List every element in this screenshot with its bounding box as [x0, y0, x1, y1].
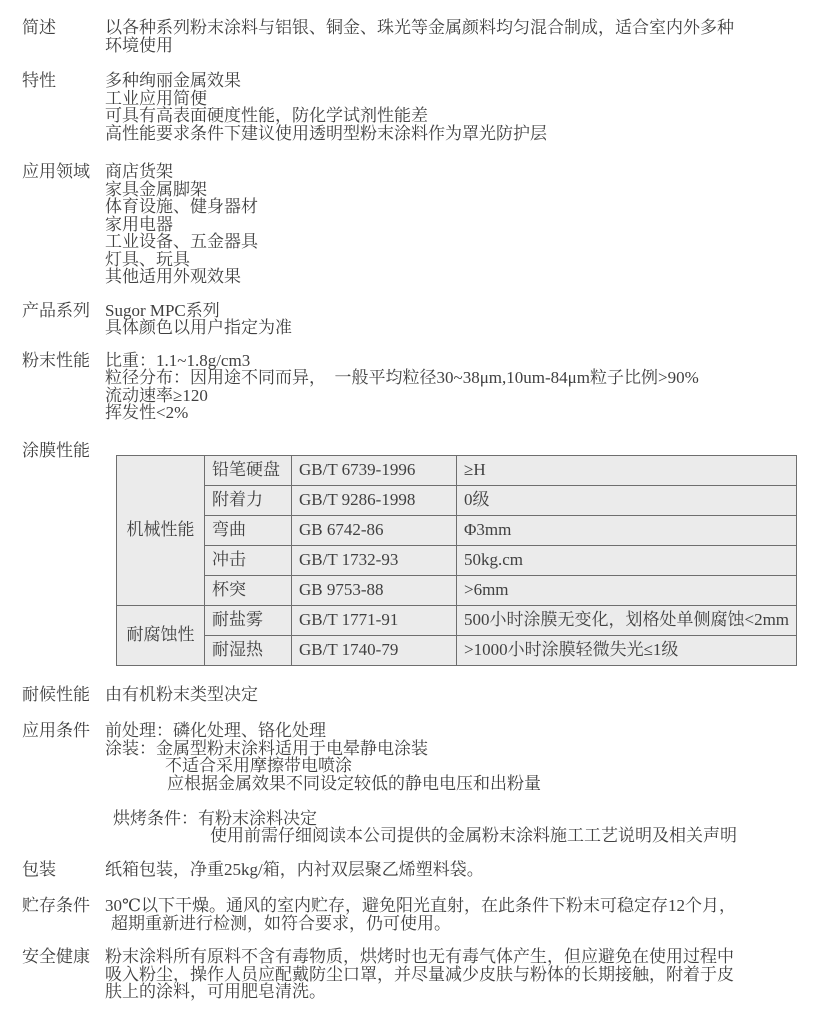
text-line: 以各种系列粉末涂料与铝银、铜金、珠光等金属颜料均匀混合制成，适合室内外多种 [105, 18, 734, 37]
section-label: 涂膜性能 [22, 440, 90, 460]
section-content [105, 302, 830, 337]
table-row [117, 635, 797, 665]
table-cell-value: >1000小时涂膜轻微失光≤1级 [457, 635, 797, 665]
table-cell-item: 弯曲 [205, 515, 292, 545]
section-label: 应用条件 [22, 721, 90, 740]
section-product-series [0, 302, 830, 337]
text-line: 其他适用外观效果 [105, 267, 241, 286]
table-cell-value: ≥H [457, 455, 797, 485]
table-row [117, 605, 797, 635]
section-content [105, 948, 830, 1001]
table-cell-value: 500小时涂膜无变化，划格处单侧腐蚀<2mm [457, 605, 797, 635]
table-cell-item: 冲击 [205, 545, 292, 575]
text-line: 应根据金属效果不同设定较低的静电电压和出粉量 [167, 773, 541, 793]
text-line: 粒径分布：因用途不同而异， 一般平均粒径30~38μm,10um-84μm粒子比例>90% [105, 368, 699, 387]
text-line: 流动速率≥120 [105, 385, 208, 405]
section-content [105, 861, 830, 879]
text-line: 肤上的涂料，可用肥皂清洗。 [105, 982, 326, 1001]
section-label: 特性 [22, 71, 56, 90]
text-line: 涂装：金属型粉末涂料适用于电晕静电涂装 [105, 738, 428, 758]
table-cell-item: 附着力 [205, 485, 292, 515]
text-line: 具体颜色以用户指定为准 [105, 318, 292, 337]
table-row [117, 485, 797, 515]
table-cell-standard: GB/T 1732-93 [292, 545, 457, 575]
table-group-cell: 机械性能 [117, 455, 205, 605]
section-safety-health [0, 948, 830, 1001]
text-line: 使用前需仔细阅读本公司提供的金属粉末涂料施工工艺说明及相关声明 [210, 826, 737, 845]
section-storage-conditions [0, 897, 830, 932]
section-features [0, 72, 830, 142]
text-line [105, 792, 830, 810]
section-content [105, 72, 830, 142]
text-line: 工业设备、五金器具 [105, 232, 258, 251]
text-line: 不适合采用摩擦带电喷涂 [165, 756, 352, 775]
text-line: 灯具、玩具 [105, 249, 190, 269]
section-content [105, 897, 830, 932]
section-content [105, 163, 830, 286]
text-line: 挥发性<2% [105, 403, 189, 422]
section-brief [0, 19, 830, 54]
section-application-conditions [0, 722, 830, 845]
section-packaging [0, 861, 830, 879]
table-row [117, 455, 797, 485]
section-label: 粉末性能 [22, 350, 90, 370]
table-cell-value: 50kg.cm [457, 545, 797, 575]
table-cell-standard: GB/T 9286-1998 [292, 485, 457, 515]
table-cell-value: >6mm [457, 575, 797, 605]
text-line: 前处理：磷化处理、铬化处理 [105, 721, 326, 740]
text-line: 纸箱包装，净重25kg/箱，内衬双层聚乙烯塑料袋。 [105, 859, 484, 879]
table-cell-item: 耐盐雾 [205, 605, 292, 635]
table-cell-value: Φ3mm [457, 515, 797, 545]
text-line: 高性能要求条件下建议使用透明型粉末涂料作为罩光防护层 [105, 123, 547, 143]
section-weather-resistance [0, 686, 830, 704]
text-line: 可具有高表面硬度性能，防化学试剂性能差 [105, 106, 428, 125]
text-line: 粉末涂料所有原料不含有毒物质，烘烤时也无有毒气体产生，但应避免在使用过程中 [105, 947, 734, 966]
text-line: 商店货架 [105, 162, 173, 181]
table-row [117, 545, 797, 575]
coating-performance-table [116, 455, 797, 666]
table-row [117, 575, 797, 605]
section-application-fields [0, 163, 830, 286]
section-label: 简述 [22, 18, 56, 37]
section-content [105, 352, 830, 422]
section-content [105, 19, 830, 54]
section-content [105, 686, 830, 704]
section-label: 耐候性能 [22, 684, 90, 704]
table-cell-standard: GB/T 6739-1996 [292, 455, 457, 485]
table-cell-item: 耐湿热 [205, 635, 292, 665]
table-cell-item: 杯突 [205, 575, 292, 605]
section-powder-properties [0, 352, 830, 422]
text-line: 环境使用 [105, 35, 173, 55]
section-label: 产品系列 [22, 300, 90, 320]
table-row [117, 515, 797, 545]
section-label: 安全健康 [22, 947, 90, 966]
text-line: 家具金属脚架 [105, 179, 207, 199]
text-line: 烘烤条件：有粉末涂料决定 [113, 808, 317, 828]
table-cell-standard: GB 6742-86 [292, 515, 457, 545]
table-group-cell: 耐腐蚀性 [117, 605, 205, 665]
text-line: 工业应用简便 [105, 88, 207, 108]
section-label: 应用领域 [22, 162, 90, 181]
text-line: Sugor MPC系列 [105, 300, 220, 320]
text-line: 超期重新进行检测，如符合要求，仍可使用。 [111, 913, 451, 933]
section-content [105, 722, 830, 845]
section-content [105, 442, 830, 666]
text-line: 吸入粉尘，操作人员应配戴防尘口罩，并尽量减少皮肤与粉体的长期接触，附着于皮 [105, 964, 734, 984]
text-line: 家用电器 [105, 214, 173, 234]
text-line: 比重：1.1~1.8g/cm3 [105, 350, 251, 370]
table-cell-value: 0级 [457, 485, 797, 515]
section-label: 包装 [22, 859, 56, 879]
text-line: 由有机粉末类型决定 [105, 684, 258, 704]
table-cell-item: 铅笔硬盘 [205, 455, 292, 485]
text-line: 体育设施、健身器材 [105, 197, 258, 216]
table-cell-standard: GB/T 1740-79 [292, 635, 457, 665]
table-cell-standard: GB 9753-88 [292, 575, 457, 605]
section-label: 贮存条件 [22, 896, 90, 915]
table-cell-standard: GB/T 1771-91 [292, 605, 457, 635]
section-film-properties [0, 442, 830, 666]
text-line: 30℃以下干燥。通风的室内贮存，避免阳光直射，在此条件下粉末可稳定存12个月， [105, 896, 737, 915]
text-line: 多种绚丽金属效果 [105, 71, 241, 90]
